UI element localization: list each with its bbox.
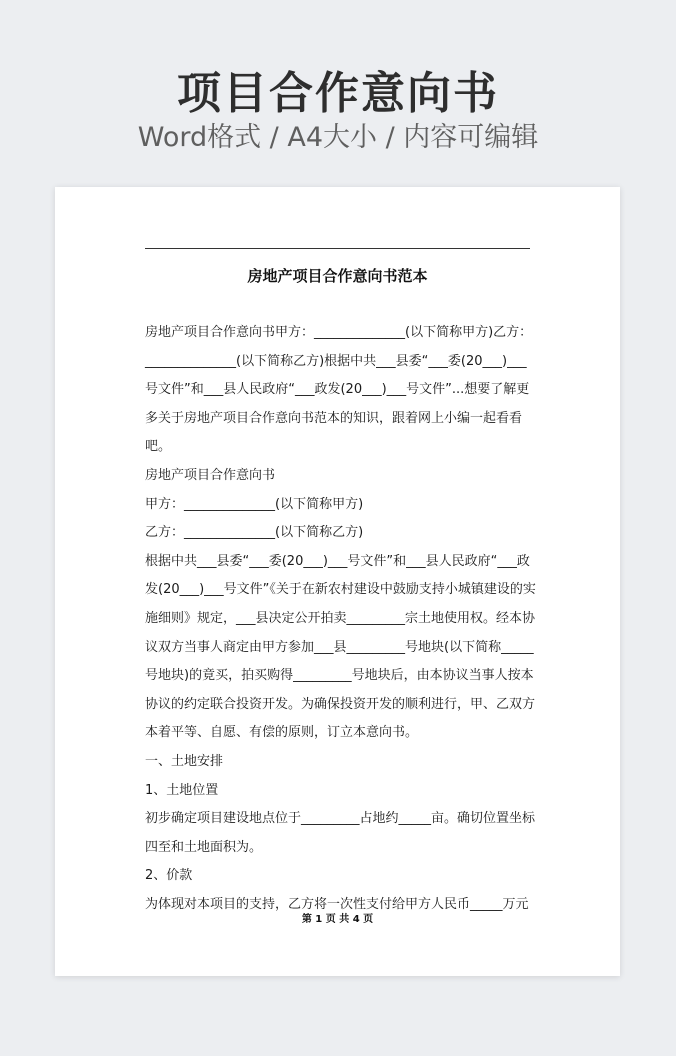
document-body [145,319,537,919]
section-heading-land: 一、土地安排 [145,753,224,769]
document-title: 房地产项目合作意向书范本 [247,267,428,285]
paragraph-price: 为体现对本项目的支持，乙方将一次性支付给甲方人民币_____万元 [145,896,529,912]
paragraph-heading: 房地产项目合作意向书 [145,467,276,483]
paragraph-party-a: 甲方：______________(以下简称甲方) [145,496,364,512]
paragraph-intro: 房地产项目合作意向书甲方：______________(以下简称甲方)乙方：______________(以下简称乙方)根据中共___县委“___委(20___)___号文件”和___县人民政府“___政发(20___)___号文件”...想要了解更多关于房地产项目合作意向书范本的知识，跟着网上小编一起看看吧。 [145,325,533,455]
paragraph-basis: 根据中共___县委“___委(20___)___号文件”和___县人民政府“___政发(20___)___号文件”《关于在新农村建设中鼓励支持小城镇建设的实施细则》规定，___县决定公开拍卖_________宗土地使用权。经本协议双方当事人商定由甲方参加___县_________号地块(以下简称_____号地块)的竟买，拍买购得_________号地块后，由本协议当事人按本协议的约定联合投资开发。为确保投资开发的顺利进行，甲、乙双方本着平等、自愿、有偿的原则，订立本意向书。 [145,553,536,741]
subsection-heading-location: 1、土地位置 [145,782,219,798]
banner-subtitle: Word格式 / A4大小 / 内容可编辑 [137,122,539,153]
paragraph-location: 初步确定项目建设地点位于_________占地约_____亩。确切位置坐标四至和土地面积为。 [145,811,536,855]
subsection-heading-price: 2、价款 [145,868,193,884]
page-footer: 第 1 页 共 4 页 [301,914,374,925]
header-rule [145,248,530,249]
document-page [55,187,620,976]
banner-title: 项目合作意向书 [177,68,499,119]
paragraph-party-b: 乙方：______________(以下简称乙方) [145,525,364,541]
